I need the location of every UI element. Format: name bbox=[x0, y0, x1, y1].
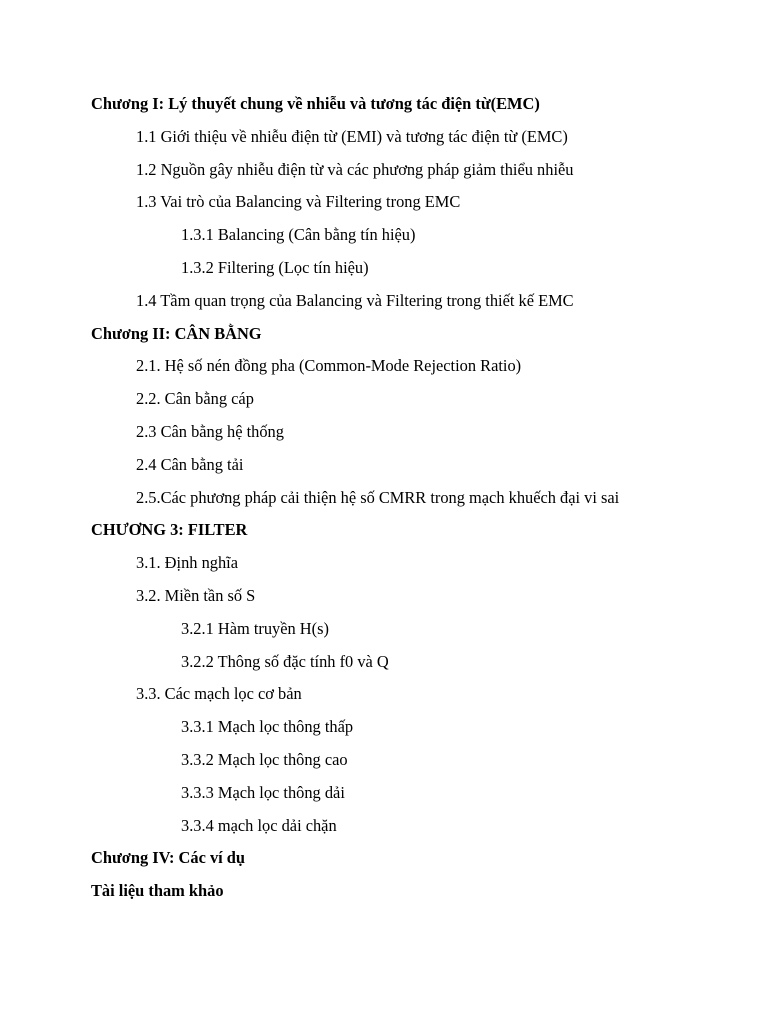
toc-subsection-3-3-1: 3.3.1 Mạch lọc thông thấp bbox=[181, 717, 354, 737]
toc-chapter-2: Chương II: CÂN BẰNG bbox=[91, 323, 262, 343]
toc-subsection-3-2-1: 3.2.1 Hàm truyền H(s) bbox=[181, 618, 329, 638]
toc-section-1-1: 1.1 Giới thiệu về nhiễu điện từ (EMI) và tương tác điện từ (EMC) bbox=[136, 126, 568, 146]
toc-section-3-3: 3.3. Các mạch lọc cơ bản bbox=[136, 684, 302, 704]
toc-section-2-3: 2.3 Cân bằng hệ thống bbox=[136, 421, 284, 441]
toc-section-1-2: 1.2 Nguồn gây nhiễu điện từ và các phương pháp giảm thiểu nhiễu bbox=[136, 159, 574, 179]
toc-references: Tài liệu tham khảo bbox=[91, 881, 224, 901]
toc-chapter-3: CHƯƠNG 3: FILTER bbox=[91, 520, 248, 540]
toc-subsection-1-3-2: 1.3.2 Filtering (Lọc tín hiệu) bbox=[181, 257, 369, 277]
toc-subsection-3-3-3: 3.3.3 Mạch lọc thông dải bbox=[181, 782, 345, 802]
toc-subsection-3-3-2: 3.3.2 Mạch lọc thông cao bbox=[181, 749, 348, 769]
toc-section-1-3: 1.3 Vai trò của Balancing và Filtering trong EMC bbox=[136, 192, 461, 212]
toc-section-1-4: 1.4 Tầm quan trọng của Balancing và Filtering trong thiết kế EMC bbox=[136, 290, 574, 310]
toc-chapter-1: Chương I: Lý thuyết chung về nhiễu và tương tác điện từ(EMC) bbox=[91, 94, 540, 113]
toc-subsection-1-3-1: 1.3.1 Balancing (Cân bằng tín hiệu) bbox=[181, 225, 416, 245]
toc-chapter-4: Chương IV: Các ví dụ bbox=[91, 848, 246, 868]
toc-subsection-3-3-4: 3.3.4 mạch lọc dải chặn bbox=[181, 815, 337, 835]
toc-section-3-2: 3.2. Miền tần số S bbox=[136, 585, 256, 605]
toc-section-2-5: 2.5.Các phương pháp cải thiện hệ số CMRR trong mạch khuếch đại vi sai bbox=[136, 487, 620, 507]
toc-section-3-1: 3.1. Định nghĩa bbox=[136, 553, 238, 573]
toc-section-2-1: 2.1. Hệ số nén đồng pha (Common-Mode Rejection Ratio) bbox=[136, 356, 522, 376]
table-of-contents bbox=[0, 92, 768, 912]
toc-section-2-4: 2.4 Cân bằng tải bbox=[136, 454, 244, 474]
toc-section-2-2: 2.2. Cân bằng cáp bbox=[136, 389, 254, 409]
toc-subsection-3-2-2: 3.2.2 Thông số đặc tính f0 và Q bbox=[181, 651, 389, 671]
